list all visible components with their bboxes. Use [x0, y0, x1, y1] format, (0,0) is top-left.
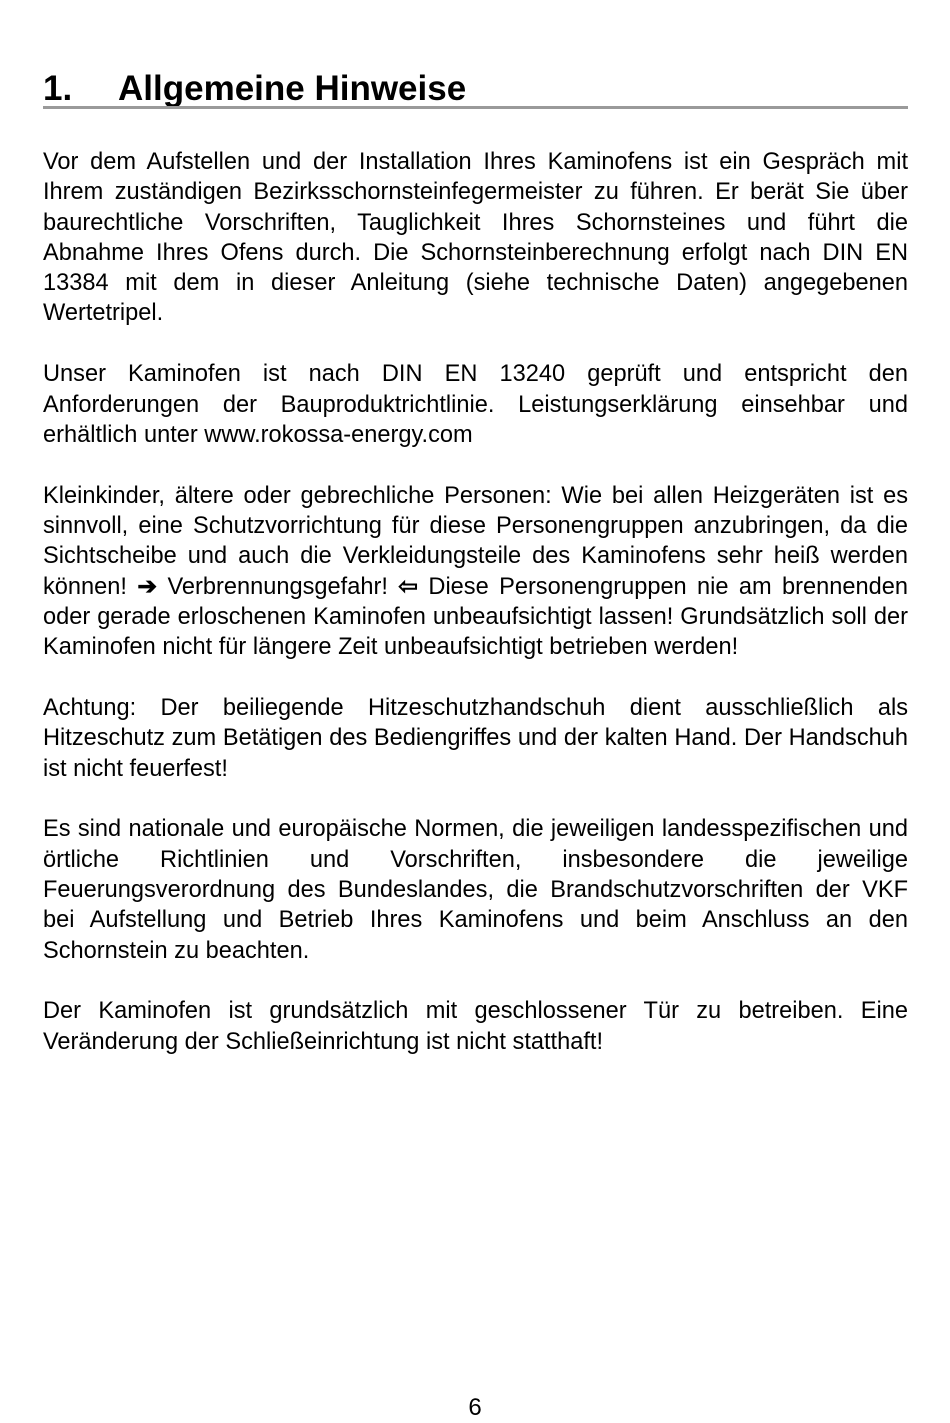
- paragraph-installation-notice: Vor dem Aufstellen und der Installation Ihres Kaminofens ist ein Gespräch mit Ihrem zuständigen Bezirksschornsteinfegermeister zu führen. Er berät Sie über baurechtliche Vorschriften, Tauglichkeit Ihres Schornsteines und führt die Abnahme Ihres Ofens durch. Die Schornsteinberechnung erfolgt nach DIN EN 13384 mit dem in dieser Anleitung (siehe technische Daten) angegebenen Wertetripel.: [43, 149, 908, 327]
- burn-warning-text: Verbrennungsgefahr!: [167, 573, 388, 600]
- child-safety-text-end: Diese Personengruppen nie am brennenden oder gerade erloschenen Kaminofen unbeaufsichtigt lassen! Grundsätzlich soll der Kaminofen nicht für längere Zeit unbeaufsichtigt betrieben werden!: [43, 573, 908, 661]
- child-safety-text-start: Kleinkinder, ältere oder gebrechliche Personen: Wie bei allen Heizgeräten ist es sinnvoll, eine Schutzvorrichtung für diese Personengruppen anzubringen, da die Sichtscheibe und auch die Verkleidungsteile des Kaminofens sehr heiß werden können!: [43, 482, 908, 600]
- section-number: 1.: [43, 69, 73, 109]
- section-title: Allgemeine Hinweise: [118, 69, 467, 109]
- paragraph-child-safety: [43, 481, 908, 663]
- arrow-left-icon: ⇦: [398, 573, 419, 600]
- document-body: [43, 147, 908, 1087]
- paragraph-regulations: Es sind nationale und europäische Normen, die jeweiligen landesspezifischen und örtliche Richtlinien und Vorschriften, insbesondere die jeweilige Feuerungsverordnung des Bundeslandes, die Brandschutzvorschriften der VKF bei Aufstellung und Betrieb Ihres Kaminofens und beim Anschluss an den Schornstein zu beachten.: [43, 816, 908, 964]
- heading-divider: [43, 106, 908, 109]
- paragraph-door-operation: Der Kaminofen ist grundsätzlich mit geschlossener Tür zu betreiben. Eine Veränderung der Schließeinrichtung ist nicht statthaft!: [43, 998, 908, 1055]
- arrow-right-icon: ➔: [137, 573, 158, 600]
- paragraph-glove-warning: Achtung: Der beiliegende Hitzeschutzhandschuh dient ausschließlich als Hitzeschutz zum Betätigen des Bediengriffes und der kalten Hand. Der Handschuh ist nicht feuerfest!: [43, 694, 908, 782]
- paragraph-certification: Unser Kaminofen ist nach DIN EN 13240 geprüft und entspricht den Anforderungen der Bauproduktrichtlinie. Leistungserklärung einsehbar und erhältlich unter www.rokossa-energy.com: [43, 361, 908, 448]
- page-number: 6: [468, 1394, 482, 1421]
